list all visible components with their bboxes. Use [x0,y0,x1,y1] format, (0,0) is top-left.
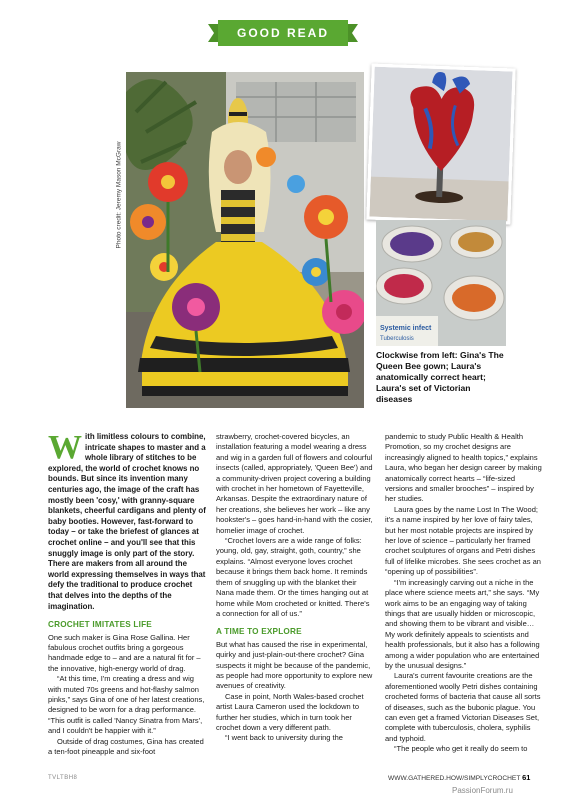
paragraph: strawberry, crochet-covered bicycles, an installation featuring a model wearing a dress and wig in a garden full of flowers and colourful insects (called, appropriately, 'Queen Bee') and a community-driven project covering a building with crochet in her hometown of Fayetteville, Arkansas. Despite the extraordinary nature of her creations, she believes her work – like any hookster's – goes hand-in-hand with the cosier, homelier image of crochet. [216,432,373,535]
paragraph: “At this time, I'm creating a dress and wig with muted 70s greens and hot-flashy salmon pinks,” says Gina of one of her latest creations, designed to be worn for a drag performance. “This outfit is called 'Nancy Sinatra from Mars', and I couldn't be happier with it.” [48,674,205,736]
article-column-3 [385,432,543,755]
paragraph: Case in point, North Wales-based crochet artist Laura Cameron used the lockdown to further her studies, which in turn took her crochet down a very different path. [216,691,364,732]
article-column-1 [48,429,206,757]
intro-paragraph: With limitless colours to combine, intricate shapes to master and a whole library of stitches to be explored, the world of crochet knows no bounds. But since its invention many centuries ago, the image of the craft has mostly been 'cosy,' with granny-square blankets, cheerful cardigans and plenty of baby booties. However, fast-forward to today – or take the briefest of glances at crochet online – and you'll see that this snuggly image is only part of the story. There are makers from all around the world expressing themselves in ways that defy the traditional to produce crochet that delves into the depths of the imagination. [48,429,206,611]
drop-cap: W [48,429,82,466]
photo-credit: Photo credit: Jeremy Mason McGraw [115,141,123,249]
paragraph: “I'm increasingly carving out a niche in the place where science meets art,” she says. “My work aims to be an engaging way of taking things that are usually hidden or microscopic, and showing them to be vibrant and visible… My work definitely appeals to scientists and health professionals, but it also has a following among a wider population who are entertained by the unusual designs.” [385,577,540,670]
section-heading-crochet-imitates-life: CROCHET IMITATES LIFE [48,620,152,630]
paragraph: “The people who get it really do seem to [394,744,528,754]
queen-bee-gown-photo [126,72,364,408]
victorian-diseases-photo [376,220,506,346]
dish-label-2: Tuberculosis [380,336,414,342]
watermark: PassionForum.ru [452,786,513,795]
crochet-heart-photo [366,64,515,225]
footer-url: WWW.GATHERED.HOW/SIMPLYCROCHET [388,775,521,782]
paragraph: Laura's current favourite creations are the aforementioned woolly Petri dishes containing crocheted forms of bacteria that cause all sorts of diseases, such as the bubonic plague. You can even get a framed Victorian Diseases Set, complete with tuberculosis, cholera, syphilis and typhoid. [385,671,541,743]
page-number: 61 [522,773,531,782]
paragraph: Outside of drag costumes, Gina has created a ten-foot pineapple and six-foot [48,736,204,756]
dish-label-1: Systemic infect [380,325,432,332]
paragraph: pandemic to study Public Health & Health Promotion, so my crochet designs are increasingly aligned to health topics,” explains Laura, who began her design career by making anatomically correct hearts – “life-sized versions and smaller brooches” – inspired by her studies. [385,432,542,504]
article-column-2 [216,432,374,744]
paragraph: “Crochet lovers are a wide range of folks: young, old, gay, straight, goth, country,” she explains. “Almost everyone loves crochet because it brings them back home. It reminds them of snuggling up with the blanket their Nana made them. Or the times hanging out at home while Mom crocheted or knitted. There's a connection for all of us.” [216,536,370,618]
banner-label: GOOD READ [236,26,329,40]
paragraph: One such maker is Gina Rose Gallina. Her fabulous crochet outfits bring a gorgeous handmade edge to – and are a natural fit for – the innovative, high-energy world of drag. [48,632,201,673]
paragraph: Laura goes by the name Lost In The Wood; it's a name inspired by her love of fairy tales, but her most notable projects are inspired by her love of science – particularly her framed crochet sculptures of organs and Petri dishes full of lifelike microbes. She sees crochet as an “opening up of possibilities”. [385,504,541,577]
photo-caption: Clockwise from left: Gina's The Queen Bee gown; Laura's anatomically correct heart; Laura's set of Victorian diseases [376,350,504,404]
footer-url-page [388,773,530,782]
paragraph: But what has caused the rise in experimental, quirky and just-plain-out-there crochet? Gina suspects it might be because of the pandemic, as people had more opportunity to explore new avenues of creativity. [216,639,373,691]
section-heading-a-time-to-explore: A TIME TO EXPLORE [216,627,302,637]
paragraph: “I went back to university during the [225,733,343,743]
footer-code: TVLTBH8 [48,775,78,781]
good-read-banner [208,20,358,46]
